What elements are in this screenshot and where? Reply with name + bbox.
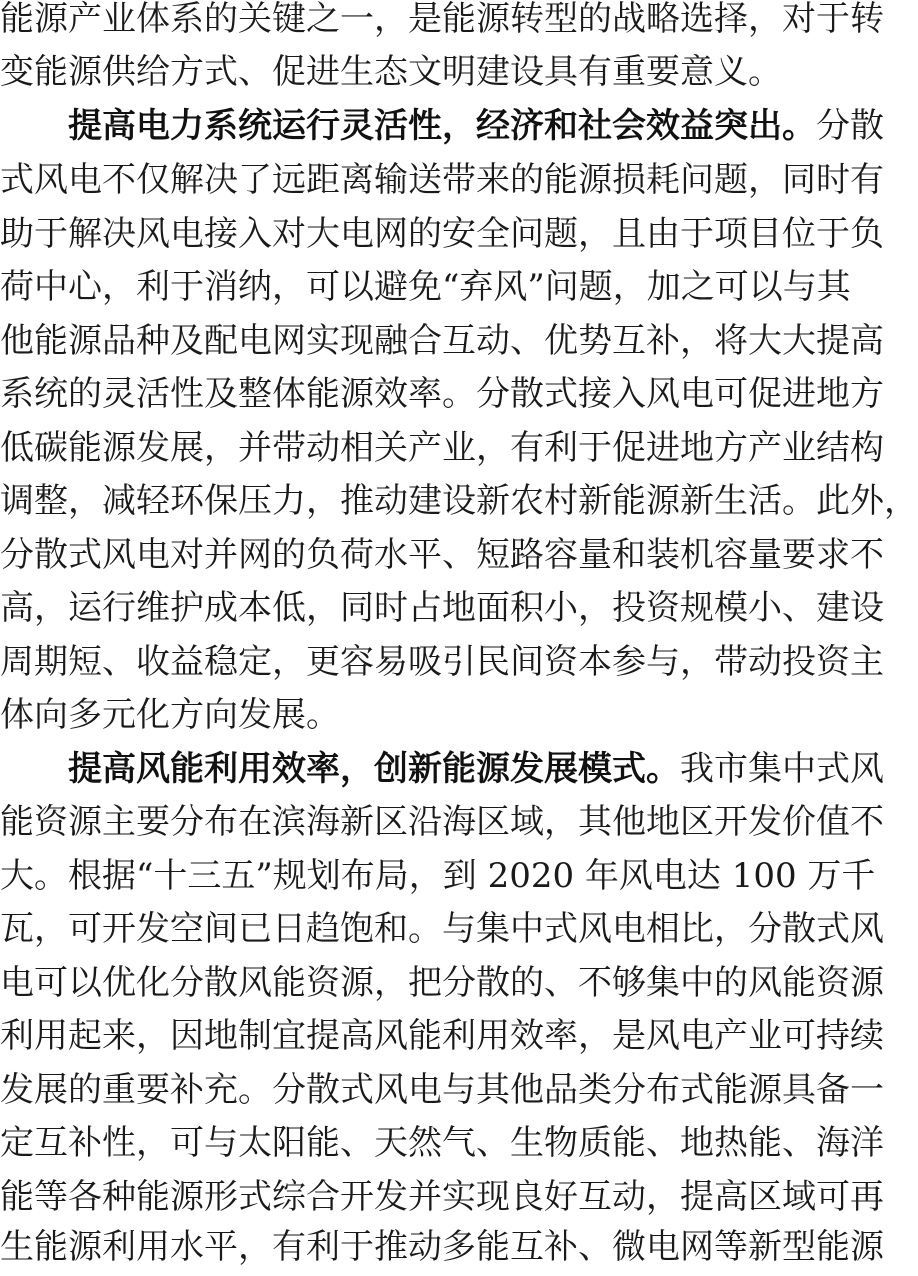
text-line: 式风电不仅解决了远距离输送带来的能源损耗问题，同时有 <box>0 160 884 200</box>
text-line: 低碳能源发展，并带动相关产业，有利于促进地方产业结构 <box>0 428 884 468</box>
paragraph-lead-heading: 提高风能利用效率，创新能源发展模式。 <box>68 749 680 789</box>
text-line: 调整，减轻环保压力，推动建设新农村新能源新生活。此外， <box>0 481 918 521</box>
text-line: 周期短、收益稳定，更容易吸引民间资本参与，带动投资主 <box>0 642 884 682</box>
text-line: 利用起来，因地制宜提高风能利用效率，是风电产业可持续 <box>0 1016 884 1056</box>
text-line: 大。根据“十三五”规划布局，到 2020 年风电达 100 万千 <box>0 856 876 896</box>
paragraph-text: 我市集中式风 <box>680 749 884 789</box>
text-line: 系统的灵活性及整体能源效率。分散式接入风电可促进地方 <box>0 374 884 414</box>
paragraph-first-line <box>0 740 884 798</box>
text-line: 他能源品种及配电网实现融合互动、优势互补，将大大提高 <box>0 321 884 361</box>
text-line: 瓦，可开发空间已日趋饱和。与集中式风电相比，分散式风 <box>0 909 884 949</box>
text-line: 生能源利用水平，有利于推动多能互补、微电网等新型能源 <box>0 1227 884 1267</box>
paragraph-text: 分散 <box>816 106 884 146</box>
text-line: 定互补性，可与太阳能、天然气、生物质能、地热能、海洋 <box>0 1123 884 1163</box>
paragraph-first-line <box>0 97 884 155</box>
paragraph-lead-heading: 提高电力系统运行灵活性，经济和社会效益突出。 <box>68 106 816 146</box>
text-line: 电可以优化分散风能资源，把分散的、不够集中的风能资源 <box>0 963 884 1003</box>
text-line: 助于解决风电接入对大电网的安全问题，且由于项目位于负 <box>0 214 884 254</box>
text-line: 能资源主要分布在滨海新区沿海区域，其他地区开发价值不 <box>0 802 884 842</box>
text-line: 体向多元化方向发展。 <box>0 695 340 735</box>
text-line: 能等各种能源形式综合开发并实现良好互动，提高区域可再 <box>0 1177 884 1217</box>
text-line: 高，运行维护成本低，同时占地面积小，投资规模小、建设 <box>0 588 884 628</box>
text-line: 变能源供给方式、促进生态文明建设具有重要意义。 <box>0 52 782 92</box>
text-line: 荷中心，利于消纳，可以避免“弃风”问题，加之可以与其 <box>0 267 851 307</box>
text-line: 分散式风电对并网的负荷水平、短路容量和装机容量要求不 <box>0 535 884 575</box>
text-line: 发展的重要补充。分散式风电与其他品类分布式能源具备一 <box>0 1070 884 1110</box>
text-line: 能源产业体系的关键之一，是能源转型的战略选择，对于转 <box>0 0 884 39</box>
